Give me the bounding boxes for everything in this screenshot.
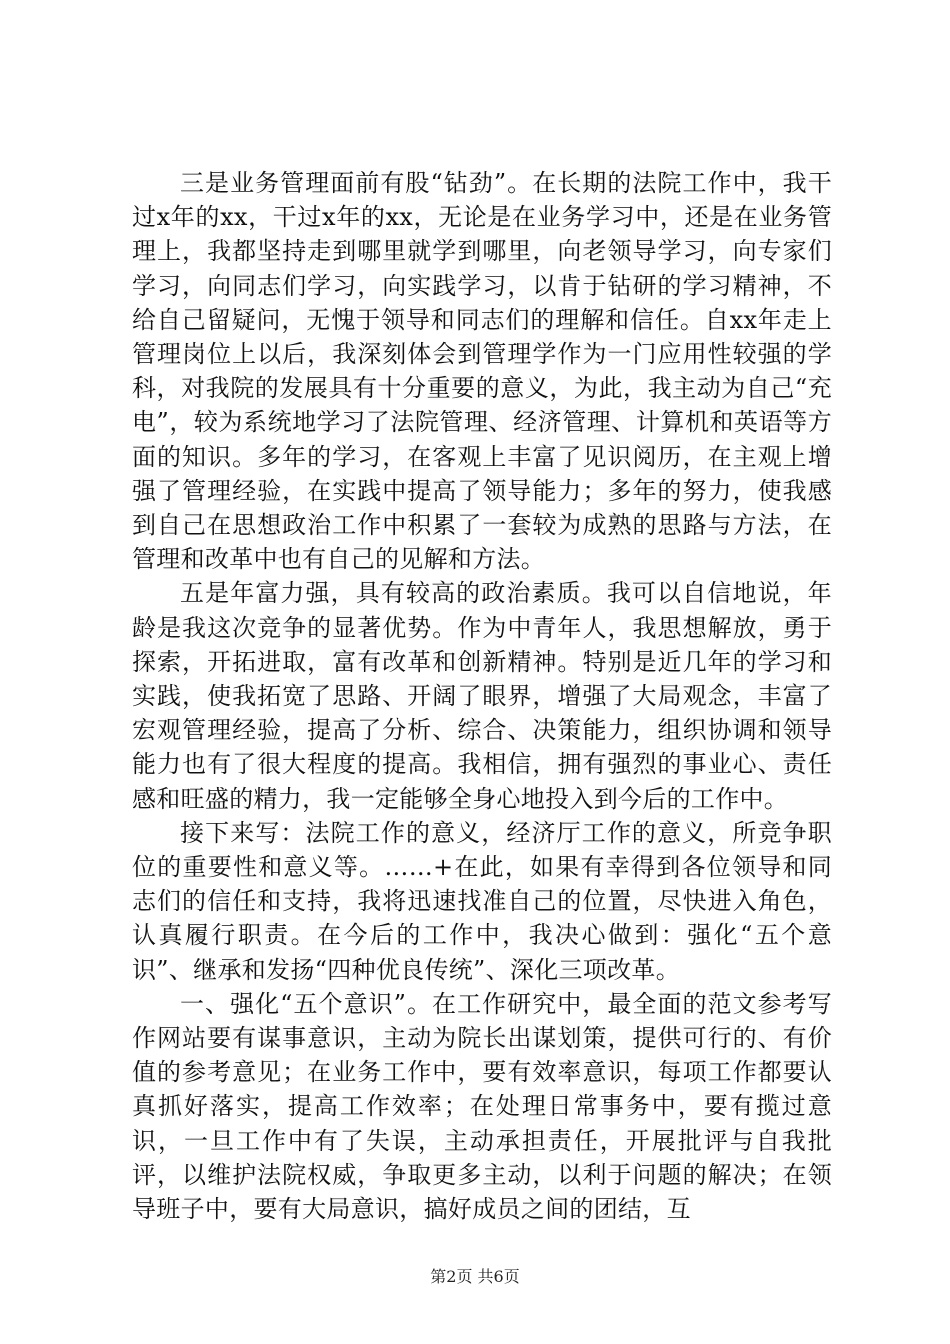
paragraph-business-management: 三是业务管理面前有股“钻劲”。在长期的法院工作中，我干过x年的xx，干过x年的xx，无论是在业务学习中，还是在业务管理上，我都坚持走到哪里就学到哪里，向老领导学习，向专家们学习，向同志们学习，向实践学习，以肯于钻研的学习精神，不给自己留疑问，无愧于领导和同志们的理解和信任。自xx年走上管理岗位上以后，我深刻体会到管理学作为一门应用性较强的学科，对我院的发展具有十分重要的意义，为此，我主动为自己“充电”，较为系统地学习了法院管理、经济管理、计算机和英语等方面的知识。多年的学习，在客观上丰富了见识阅历，在主观上增强了管理经验，在实践中提高了领导能力；多年的努力，使我感到自己在思想政治工作中积累了一套较为成熟的思路与方法，在管理和改革中也有自己的见解和方法。	[132, 169, 832, 574]
page-number-footer: 第2页 共6页	[430, 1267, 520, 1286]
paragraph-five-awareness: 一、强化“五个意识”。在工作研究中，最全面的范文参考写作网站要有谋事意识，主动为院长出谋划策，提供可行的、有价值的参考意见；在业务工作中，要有效率意识，每项工作都要认真抓好落实，提高工作效率；在处理日常事务中，要有揽过意识，一旦工作中有了失误，主动承担责任，开展批评与自我批评，以维护法院权威，争取更多主动，以利于问题的解决；在领导班子中，要有大局意识，搞好成员之间的团结，互	[132, 989, 832, 1224]
document-body	[132, 166, 832, 1226]
paragraph-next-steps: 接下来写：法院工作的意义，经济厅工作的意义，所竞争职位的重要性和意义等。……+在此，如果有幸得到各位领导和同志们的信任和支持，我将迅速找准自己的位置，尽快进入角色，认真履行职责。在今后的工作中，我决心做到：强化“五个意识”、继承和发扬“四种优良传统”、深化三项改革。	[132, 818, 832, 984]
paragraph-political-quality: 五是年富力强，具有较高的政治素质。我可以自信地说，年龄是我这次竞争的显著优势。作为中青年人，我思想解放，勇于探索，开拓进取，富有改革和创新精神。特别是近几年的学习和实践，使我拓宽了思路、开阔了眼界，增强了大局观念，丰富了宏观管理经验，提高了分析、综合、决策能力，组织协调和领导能力也有了很大程度的提高。我相信，拥有强烈的事业心、责任感和旺盛的精力，我一定能够全身心地投入到今后的工作中。	[132, 579, 832, 813]
